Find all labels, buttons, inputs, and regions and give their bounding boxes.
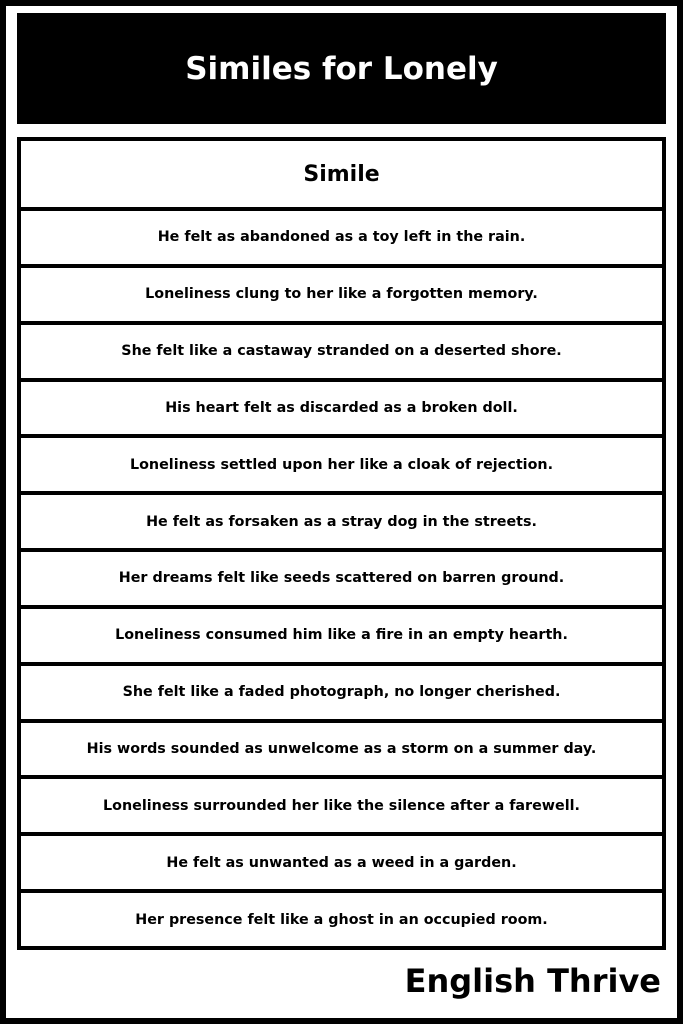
table-row (21, 779, 662, 832)
page-title: Similes for Lonely (185, 50, 498, 87)
title-banner (17, 13, 666, 124)
column-header-simile: Simile (303, 161, 380, 187)
simile-text: Her dreams felt like seeds scattered on barren ground. (118, 570, 565, 587)
page-frame (6, 6, 677, 1018)
simile-text: He felt as abandoned as a toy left in the rain. (157, 229, 526, 246)
simile-text: Her presence felt like a ghost in an occupied room. (135, 911, 548, 928)
simile-text: Loneliness clung to her like a forgotten memory. (145, 286, 538, 303)
table-row (21, 723, 662, 776)
simile-text: His heart felt as discarded as a broken doll. (165, 399, 518, 416)
similes-table (17, 137, 666, 950)
simile-text: He felt as forsaken as a stray dog in the streets. (146, 513, 537, 530)
table-row (21, 382, 662, 435)
table-row (21, 211, 662, 264)
brand-logo-text: English Thrive (404, 962, 661, 1000)
table-row (21, 836, 662, 889)
table-row (21, 268, 662, 321)
table-row (21, 893, 662, 946)
table-header (21, 141, 662, 207)
simile-text: She felt like a faded photograph, no longer cherished. (122, 684, 561, 701)
simile-text: She felt like a castaway stranded on a deserted shore. (121, 343, 562, 360)
table-row (21, 438, 662, 491)
simile-text: Loneliness surrounded her like the silence after a farewell. (103, 797, 580, 814)
simile-text: Loneliness settled upon her like a cloak of rejection. (129, 456, 553, 473)
simile-text: His words sounded as unwelcome as a storm on a summer day. (86, 741, 597, 758)
simile-text: He felt as unwanted as a weed in a garden. (166, 854, 517, 871)
table-row (21, 609, 662, 662)
table-row (21, 666, 662, 719)
simile-text: Loneliness consumed him like a fire in an empty hearth. (115, 627, 568, 644)
table-row (21, 325, 662, 378)
table-row (21, 495, 662, 548)
table-row (21, 552, 662, 605)
